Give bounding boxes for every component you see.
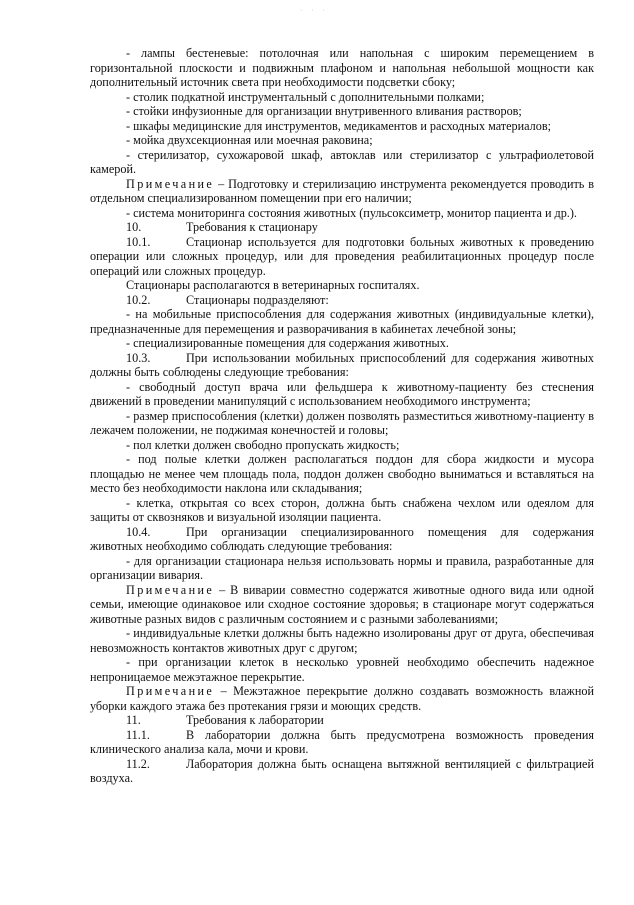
clause-number: 10.1. bbox=[126, 234, 151, 249]
paragraph-hospital-location: Стационары располагаются в ветеринарных госпиталях. bbox=[126, 278, 420, 292]
clause-11-2 bbox=[90, 757, 594, 786]
section-title: Требования к лаборатории bbox=[186, 713, 324, 727]
clause-text: Стационар используется для подготовки больных животных к проведению операции или сложных процедур, или для проведения реабилитационных процедур после операций или сложных процедур. bbox=[90, 234, 594, 278]
paragraph-cage-isolation: - индивидуальные клетки должны быть надежно изолированы друг от друга, обеспечивая невозможность контактов животных друг с другом; bbox=[90, 626, 594, 655]
clause-text: Стационары подразделяют: bbox=[186, 292, 329, 307]
clause-number: 11.1. bbox=[126, 727, 150, 742]
paragraph-cage-size: - размер приспособления (клетки) должен позволять разместиться животному-пациенту в лежачем положении, не поджимая конечностей и головы; bbox=[90, 408, 594, 437]
paragraph-medical-cabinets: - шкафы медицинские для инструментов, медикаментов и расходных материалов; bbox=[126, 118, 551, 133]
note-floor-separation bbox=[90, 684, 594, 713]
clause-text: При использовании мобильных приспособлений для содержания животных должны быть соблюдены следующие требования: bbox=[90, 350, 594, 379]
paragraph-multilevel-cages: - при организации клеток в несколько уровней необходимо обеспечить надежное непроницаемое межэтажное перекрытие. bbox=[90, 655, 594, 684]
clause-10-4 bbox=[90, 525, 594, 554]
section-10-heading bbox=[90, 220, 594, 235]
section-number: 11. bbox=[126, 713, 141, 727]
clause-10-2 bbox=[90, 293, 594, 308]
paragraph-mobile-devices: - на мобильные приспособления для содержания животных (индивидуальные клетки), предназначенные для перемещения и разворачивания в кабинетах лечебной зоны; bbox=[90, 307, 594, 336]
paragraph-infusion-stands: - стойки инфузионные для организации внутривенного вливания растворов; bbox=[126, 104, 522, 118]
section-title: Требования к стационару bbox=[186, 220, 318, 234]
paragraph-instrument-table: - столик подкатной инструментальный с дополнительными полками; bbox=[126, 89, 485, 104]
clause-number: 10.3. bbox=[126, 350, 151, 365]
clause-text: В лаборатории должна быть предусмотрена возможность проведения клинического анализа кала, мочи и крови. bbox=[90, 727, 594, 756]
paragraph-vivarium-norms: - для организации стационара нельзя использовать нормы и правила, разработанные для организации вивария. bbox=[90, 553, 594, 582]
paragraph-sterilizer: - стерилизатор, сухожаровой шкаф, автоклав или стерилизатор с ультрафиолетовой камерой. bbox=[90, 147, 594, 176]
clause-number: 10.4. bbox=[126, 524, 151, 539]
clause-10-1 bbox=[90, 235, 594, 279]
paragraph-cage-floor: - пол клетки должен свободно пропускать жидкость; bbox=[126, 437, 400, 452]
note-vivarium bbox=[90, 583, 594, 627]
note-label: Примечание bbox=[126, 684, 215, 698]
clause-text: Лаборатория должна быть оснащена вытяжной вентиляцией с фильтрацией воздуха. bbox=[90, 756, 594, 785]
note-label: Примечание bbox=[126, 176, 215, 191]
note-text: – Подготовку и стерилизацию инструмента рекомендуется проводить в отдельном специализированном помещении при его наличии; bbox=[90, 176, 594, 205]
scan-mark: · · · bbox=[300, 6, 328, 15]
note-sterilization bbox=[90, 177, 594, 206]
clause-11-1 bbox=[90, 728, 594, 757]
paragraph-special-rooms: - специализированные помещения для содержания животных. bbox=[126, 336, 449, 350]
document-body bbox=[90, 46, 594, 786]
note-label: Примечание bbox=[126, 582, 215, 597]
paragraph-lamps: - лампы бестеневые: потолочная или напольная с широким перемещением в горизонтальной плоскости и подвижным плафоном и напольная небольшой мощности как дополнительный источник света при необходимости подсветки сбоку; bbox=[90, 46, 594, 89]
clause-10-3 bbox=[90, 351, 594, 380]
section-number: 10. bbox=[126, 220, 142, 234]
note-text: – В виварии совместно содержатся животные одного вида или одной семьи, имеющие одинаковое или сходное состояние здоровья; в стационаре могут содержаться животные разных видов с различным состоянием и с разными заболеваниями; bbox=[90, 582, 594, 626]
section-11-heading bbox=[90, 713, 594, 728]
note-text: – Межэтажное перекрытие должно создавать возможность влажной уборки каждого этажа без протекания грязи и моющих средств. bbox=[90, 684, 594, 713]
paragraph-cage-cover: - клетка, открытая со всех сторон, должна быть снабжена чехлом или одеялом для защиты от сквозняков и визуальной изоляции пациента. bbox=[90, 495, 594, 524]
paragraph-sink: - мойка двухсекционная или моечная раковина; bbox=[126, 133, 373, 147]
paragraph-monitoring: - система мониторинга состояния животных (пульсоксиметр, монитор пациента и др.). bbox=[126, 205, 577, 220]
clause-text: При организации специализированного помещения для содержания животных необходимо соблюдать следующие требования: bbox=[90, 524, 594, 553]
paragraph-tray: - под полые клетки должен располагаться поддон для сбора жидкости и мусора площадью не менее чем площадь пола, поддон должен свободно выниматься и вставляться на место без необходимости наклона или складывания; bbox=[90, 452, 594, 495]
paragraph-free-access: - свободный доступ врача или фельдшера к животному-пациенту без стеснения движений в проведении манипуляций с использованием необходимого инструмента; bbox=[90, 379, 594, 408]
clause-number: 10.2. bbox=[126, 292, 151, 307]
clause-number: 11.2. bbox=[126, 756, 150, 771]
